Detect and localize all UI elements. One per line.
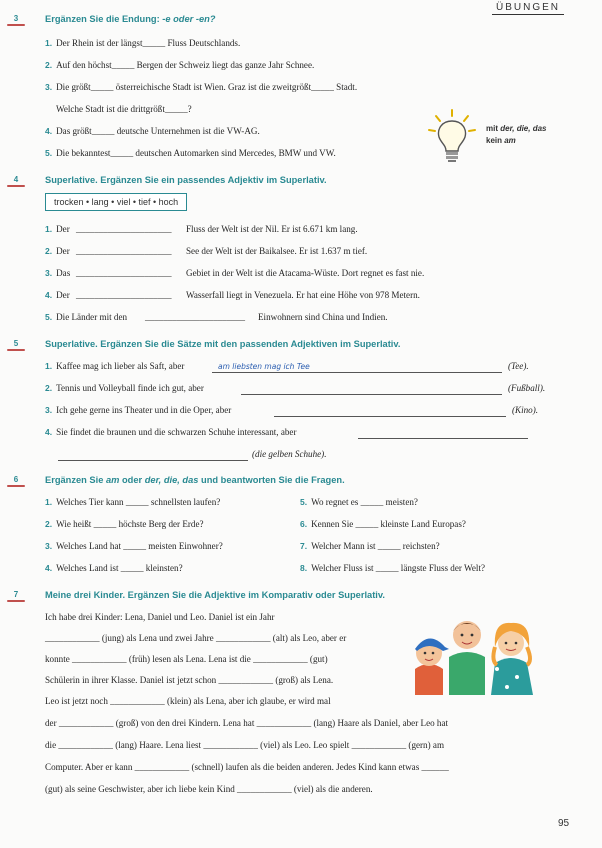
- ex7-line-6: der ____________ (groß) von den drei Kindern. Lena hat ____________ (lang) Haare als Daniel, aber Leo hat: [45, 718, 449, 728]
- ex7-line-7: die ____________ (lang) Haare. Lena liest ____________ (viel) als Leo. Leo spielt ____________ (gern) am: [45, 740, 445, 750]
- ex6-q1: 1. Welches Tier kann _____ schnellsten laufen?: [45, 497, 221, 507]
- ex6-q7: 7. Welcher Mann ist _____ reichsten?: [300, 541, 440, 551]
- ex6-q8: 8. Welcher Fluss ist _____ längste Fluss der Welt?: [300, 563, 486, 573]
- exercise-5-number: 5: [7, 339, 25, 351]
- exercise-4-number: 4: [7, 175, 25, 187]
- ex3-line-3b: Welche Stadt ist die drittgrößt_____?: [56, 104, 192, 114]
- ex4-line-2: 2. Der: [45, 246, 70, 256]
- ex5-line-1: 1. Kaffee mag ich lieber als Saft, aber: [45, 361, 185, 371]
- ex5-line-4: 4. Sie findet die braunen und die schwarzen Schuhe interessant, aber: [45, 427, 297, 437]
- ex3-line-3: 3. Die größt_____ österreichische Stadt ist Wien. Graz ist die zweitgrößt_____ Stadt.: [45, 82, 358, 92]
- ex5-hint-4: (die gelben Schuhe).: [252, 449, 327, 459]
- ex4-line-1: 1. Der: [45, 224, 70, 234]
- ex5-line-2: 2. Tennis und Volleyball finde ich gut, aber: [45, 383, 204, 393]
- ex3-line-5: 5. Die bekanntest_____ deutschen Automarken sind Mercedes, BMW und VW.: [45, 148, 336, 158]
- ex7-line-4: Schülerin in ihrer Klasse. Daniel ist jetzt schon ____________ (groß) als Lena.: [45, 675, 334, 685]
- ex3-line-4: 4. Das größt_____ deutsche Unternehmen ist die VW-AG.: [45, 126, 260, 136]
- ex5-answer-4b[interactable]: [58, 449, 248, 461]
- ex4-line-5-rest: Einwohnern sind China und Indien.: [258, 312, 388, 322]
- ex4-line-5: 5. Die Länder mit den: [45, 312, 128, 322]
- ex7-line-1: Ich habe drei Kinder: Lena, Daniel und Leo. Daniel ist ein Jahr: [45, 612, 275, 622]
- ex5-answer-4[interactable]: [358, 427, 528, 439]
- ex5-answer-2[interactable]: [241, 383, 502, 395]
- ex4-line-1-rest: Fluss der Welt ist der Nil. Er ist 6.671 km lang.: [186, 224, 358, 234]
- ex4-line-4: 4. Der: [45, 290, 70, 300]
- exercise-7-number: 7: [7, 590, 25, 602]
- ex6-q6: 6. Kennen Sie _____ kleinste Land Europas?: [300, 519, 466, 529]
- grammar-tip: mit der, die, das kein am: [486, 124, 547, 145]
- three-children-illustration: [407, 607, 537, 697]
- lightbulb-icon: [426, 108, 478, 164]
- exercise-5-title: Superlative. Ergänzen Sie die Sätze mit den passenden Adjektiven im Superlativ.: [45, 339, 401, 349]
- exercise-3-number: 3: [7, 14, 25, 26]
- page-number: 95: [558, 818, 570, 829]
- ex5-hint-1: (Tee).: [508, 361, 529, 371]
- workbook-page: ÜBUNGEN 3 Ergänzen Sie die Endung: -e oder -en? 1. Der Rhein ist der längst_____ Fluss Deutschlands. 2. Auf den höchst_____ Bergen der Schweiz liegt das ganze Jahr Schnee. 3. Die größt_____ österreichische Stadt ist Wien. Graz ist die zweitgrößt_____ Stadt. Welche Stadt ist die drittgrößt_____? 4. Das größt_____ deutsche Unternehmen ist die VW-AG. 5. Die bekanntest_____ deutschen Automarken sind Mercedes, BMW und VW. mit der, die, das kein am 4 Superlative. Ergänzen Sie ein passendes Adjektiv im Superlativ. trocken • lang • viel • tief • hoch 1. Der _____________________ Fluss der Welt ist der Nil. Er ist 6.671 km lang. 2. Der _____________________ See der Welt ist der Baikalsee. Er ist 1.637 m tief. 3. Das _____________________ Gebiet in der Welt ist die Atacama-Wüste. Dort regnet es fast nie. 4. Der _____________________ Wasserfall liegt in Venezuela. Er hat eine Höhe von 978 Metern. 5. Die Länder mit den ______________________ Einwohnern sind China und Indien. 5 Superlative. Ergänzen Sie die Sätze mit den passenden Adjektiven im Superlativ. 1. Kaffee mag ich lieber als Saft, aber am liebsten mag ich Tee (Tee). 2. Tennis und Volleyball finde ich gut, aber (Fußball). 3. Ich gehe gerne ins Theater und in die Oper, aber (Kino). 4. Sie findet die braunen und die schwarzen Schuhe interessant, aber (die gelben Schuhe). 6 Ergänzen Sie am oder der, die, das und beantworten Sie die Fragen. 1. Welches Tier kann _____ schnellsten laufen? 2. Wie heißt _____ höchste Berg der Erde? 3. Welches Land hat _____ meisten Einwohner? 4. Welches Land ist _____ kleinsten? 5. Wo regnet es _____ meisten? 6. Kennen Sie _____ kleinste Land Europas? 7. Welcher Mann ist _____ reichsten? 8. Welcher Fluss ist _____ längste Fluss der Welt? 7 Meine drei Kinder. Ergänzen Sie die Adjektive im Komparativ oder Superlativ. Ich habe drei Kinder: Lena, Daniel und Leo. Daniel ist ein Jahr ____________ (jung) als Lena und zwei Jahre ____________ (alt) als Leo, aber er konnte ____________ (früh) lesen als Lena. Lena ist die ____________ (gut) Schülerin in ihrer Klasse. Daniel ist jetzt schon ____________ (groß) als Lena. Leo ist jetzt noch ____________ (klein) als Lena, aber ich glaube, er wird mal der ____________ (groß) von den drei Kindern. Lena hat ____________ (lang) Haare als Daniel, aber Leo hat die ____________ (lang) Haare. Lena liest ____________ (viel) als Leo. Leo spielt ____________ (gern) am Computer. Aber er kann ____________ (schnell) laufen als die beiden anderen. Jedes Kind kann etwas ______ (gut) als seine Geschwister, aber ich liebe kein Kind ____________ (viel) als die anderen. 95: [0, 0, 602, 848]
- ex4-line-3-rest: Gebiet in der Welt ist die Atacama-Wüste. Dort regnet es fast nie.: [186, 268, 425, 278]
- ex4-line-4-rest: Wasserfall liegt in Venezuela. Er hat eine Höhe von 978 Metern.: [186, 290, 420, 300]
- exercise-4-title: Superlative. Ergänzen Sie ein passendes Adjektiv im Superlativ.: [45, 175, 327, 185]
- word-box: trocken • lang • viel • tief • hoch: [45, 193, 187, 211]
- ex5-hint-3: (Kino).: [512, 405, 539, 415]
- ex5-hint-2: (Fußball).: [508, 383, 546, 393]
- exercise-3-title: Ergänzen Sie die Endung: -e oder -en?: [45, 14, 216, 24]
- ex4-line-2-rest: See der Welt ist der Baikalsee. Er ist 1.637 m tief.: [186, 246, 368, 256]
- ex5-answer-1[interactable]: am liebsten mag ich Tee: [212, 361, 502, 373]
- ex6-q3: 3. Welches Land hat _____ meisten Einwohner?: [45, 541, 223, 551]
- section-header: ÜBUNGEN: [492, 2, 564, 15]
- ex7-line-8: Computer. Aber er kann ____________ (schnell) laufen als die beiden anderen. Jedes Kind kann etwas ______: [45, 762, 449, 772]
- ex5-line-3: 3. Ich gehe gerne ins Theater und in die Oper, aber: [45, 405, 232, 415]
- ex7-line-5: Leo ist jetzt noch ____________ (klein) als Lena, aber ich glaube, er wird mal: [45, 696, 331, 706]
- ex7-line-9: (gut) als seine Geschwister, aber ich liebe kein Kind ____________ (viel) als die anderen.: [45, 784, 373, 794]
- ex7-line-2: ____________ (jung) als Lena und zwei Jahre ____________ (alt) als Leo, aber er: [45, 633, 347, 643]
- ex4-line-3: 3. Das: [45, 268, 71, 278]
- ex3-line-1: 1. Der Rhein ist der längst_____ Fluss Deutschlands.: [45, 38, 241, 48]
- ex6-q2: 2. Wie heißt _____ höchste Berg der Erde?: [45, 519, 204, 529]
- ex6-q4: 4. Welches Land ist _____ kleinsten?: [45, 563, 183, 573]
- ex3-line-2: 2. Auf den höchst_____ Bergen der Schweiz liegt das ganze Jahr Schnee.: [45, 60, 315, 70]
- ex7-line-3: konnte ____________ (früh) lesen als Lena. Lena ist die ____________ (gut): [45, 654, 328, 664]
- ex6-q5: 5. Wo regnet es _____ meisten?: [300, 497, 418, 507]
- ex5-answer-3[interactable]: [274, 405, 506, 417]
- exercise-6-number: 6: [7, 475, 25, 487]
- exercise-6-title: Ergänzen Sie am oder der, die, das und beantworten Sie die Fragen.: [45, 475, 345, 485]
- exercise-7-title: Meine drei Kinder. Ergänzen Sie die Adjektive im Komparativ oder Superlativ.: [45, 590, 385, 600]
